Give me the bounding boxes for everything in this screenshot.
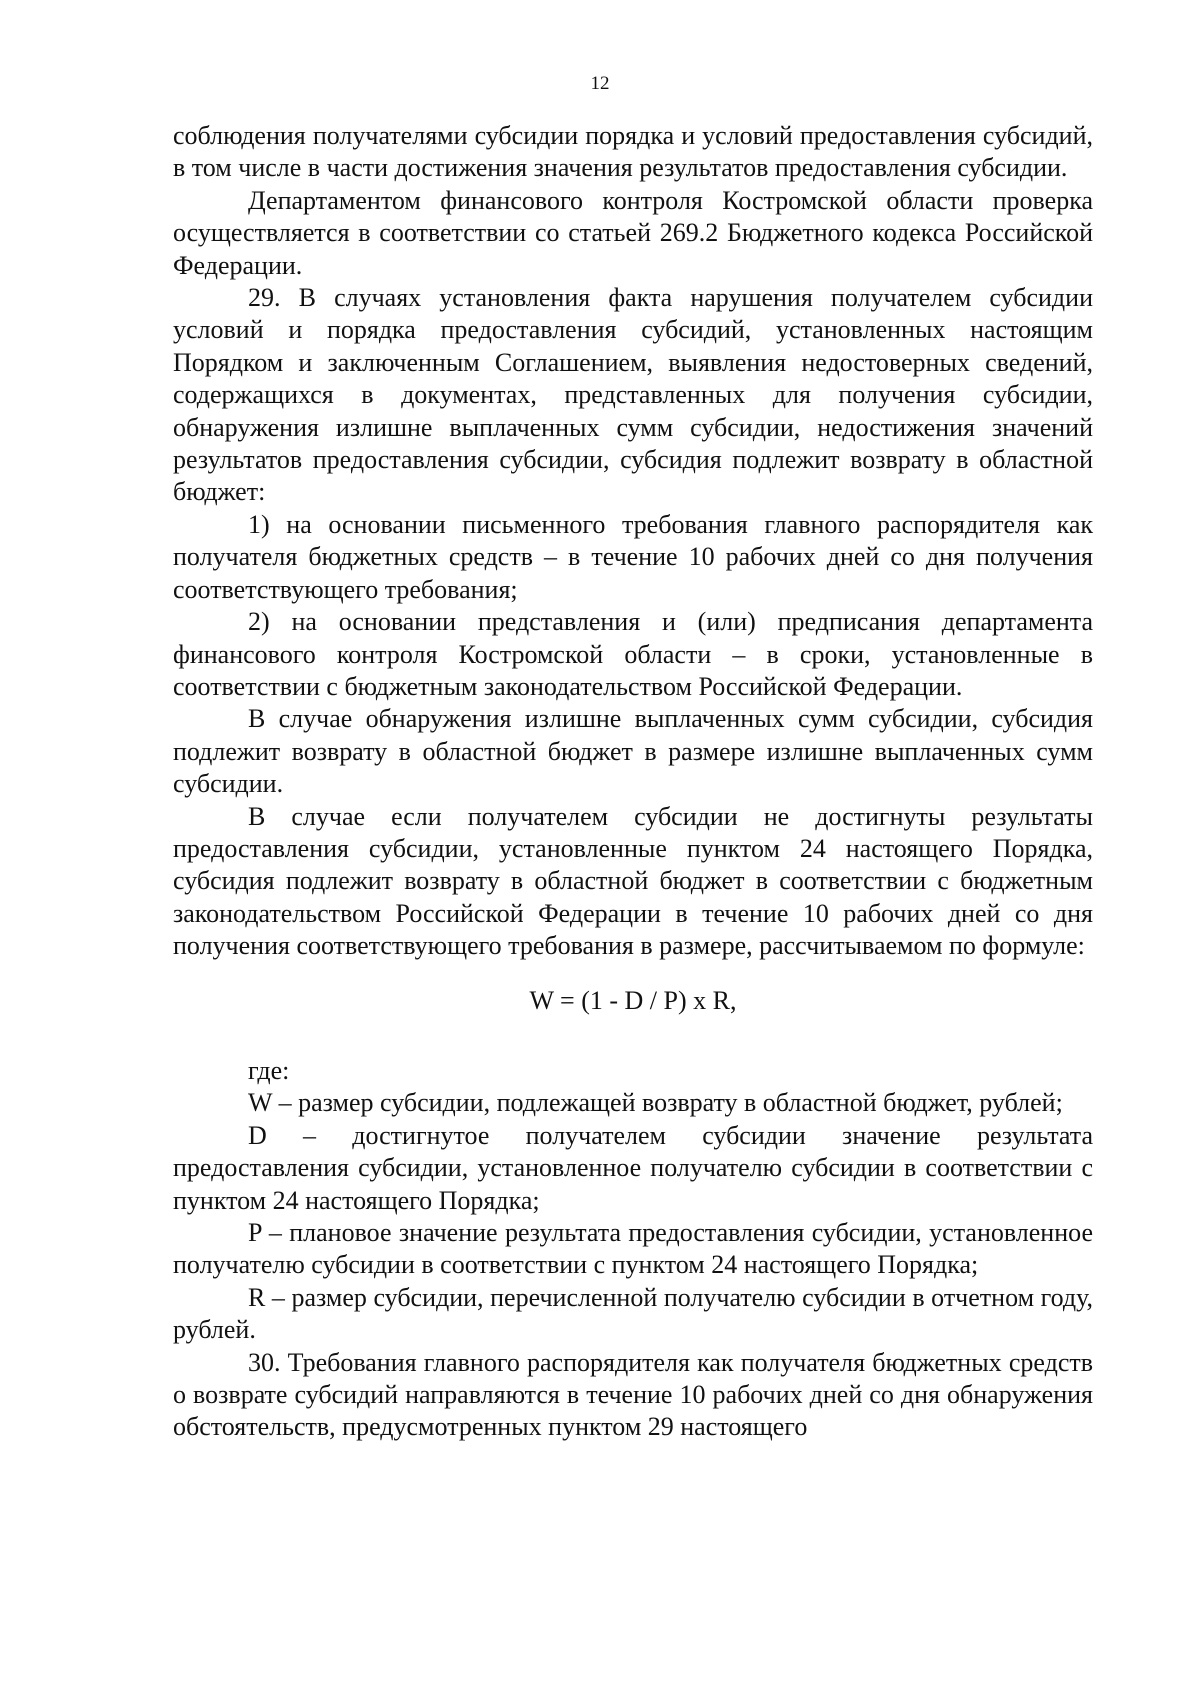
document-body — [173, 120, 1093, 1444]
formula-where: где: — [248, 1055, 290, 1085]
paragraph-clause-29: 29. В случаях установления факта нарушения получателем субсидии условий и порядка предоставления субсидий, установленных настоящим Порядком и заключенным Соглашением, выявления недостоверных сведений, содержащихся в документах, представленных для получения субсидии, обнаружения излишне выплаченных сумм субсидии, недостижения значений результатов предоставления субсидии, субсидия подлежит возврату в областной бюджет: — [173, 283, 1093, 507]
formula: W = (1 - D / P) x R, — [529, 985, 737, 1015]
definition-p: P – плановое значение результата предоставления субсидии, установленное получателю субсидии в соответствии с пунктом 24 настоящего Порядка; — [173, 1218, 1093, 1280]
paragraph-clause-30: 30. Требования главного распорядителя как получателя бюджетных средств о возврате субсидий направляются в течение 10 рабочих дней со дня обнаружения обстоятельств, предусмотренных пунктом 29 настоящего — [173, 1347, 1093, 1442]
definition-r: R – размер субсидии, перечисленной получателю субсидии в отчетном году, рублей. — [173, 1282, 1093, 1345]
paragraph-continuation: соблюдения получателями субсидии порядка и условий предоставления субсидий, в том числе в части достижения значения результатов предоставления субсидии. — [173, 121, 1093, 183]
paragraph-results-not-achieved: В случае если получателем субсидии не достигнуты результаты предоставления субсидии, установленные пунктом 24 настоящего Порядка, субсидия подлежит возврату в областной бюджет в соответствии с бюджетным законодательством Российской Федерации в течение 10 рабочих дней со дня получения соответствующего требования в размере, рассчитываемом по формуле: — [173, 801, 1093, 961]
definition-d: D – достигнутое получателем субсидии значение результата предоставления субсидии, установленное получателю субсидии в соответствии с пунктом 24 настоящего Порядка; — [173, 1120, 1093, 1215]
paragraph-inspection: Департаментом финансового контроля Костромской области проверка осуществляется в соответствии со статьей 269.2 Бюджетного кодекса Российской Федерации. — [173, 185, 1093, 280]
paragraph-overpayment: В случае обнаружения излишне выплаченных сумм субсидии, субсидия подлежит возврату в областной бюджет в размере излишне выплаченных сумм субсидии. — [173, 704, 1093, 799]
list-item-2: 2) на основании представления и (или) предписания департамента финансового контроля Костромской области – в сроки, установленные в соответствии с бюджетным законодательством Российской Федерации. — [173, 607, 1093, 701]
list-item-1: 1) на основании письменного требования главного распорядителя как получателя бюджетных средств – в течение 10 рабочих дней со дня получения соответствующего требования; — [173, 509, 1093, 604]
definition-w: W – размер субсидии, подлежащей возврату в областной бюджет, рублей; — [248, 1088, 1063, 1118]
page-number: 12 — [590, 73, 610, 94]
